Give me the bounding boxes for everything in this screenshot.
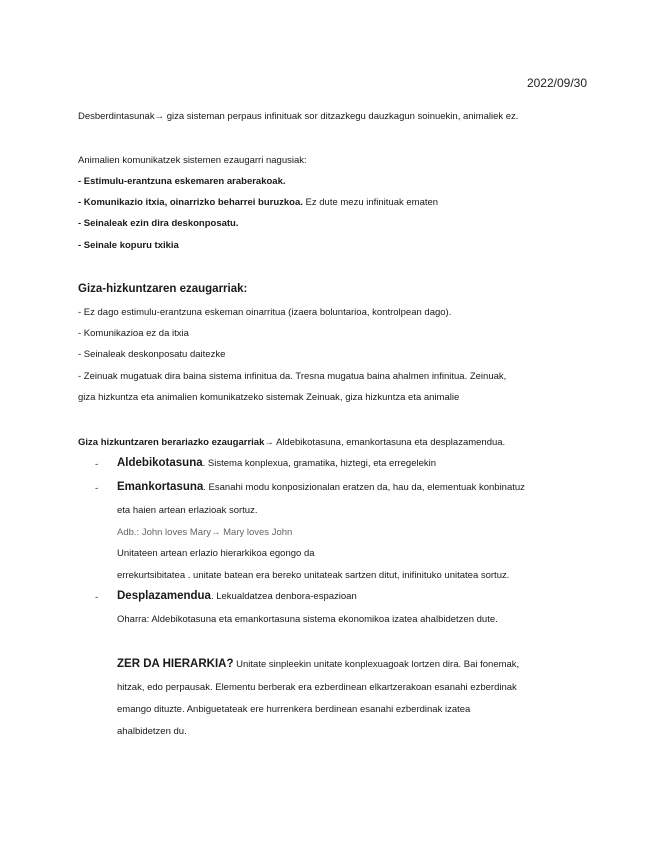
animal-item-bold: - Komunikazio itxia, oinarrizko beharrei buruzkoa. [78,197,303,208]
bullet-dash: - [95,592,99,603]
bullet-term: Emankortasuna [117,481,204,493]
hierarkia-line: emango dituzte. Anbiguetateak ere hurrenkera berdinean esanahi ezberdinak izatea [117,704,471,715]
animal-item [78,239,179,252]
bullet-aldebikotasuna [117,457,436,470]
hierarkia-term: ZER DA HIERARKIA? [117,658,234,670]
bullet-desplazamendua [117,590,357,603]
animal-item-bold: - Seinaleak ezin dira deskonposatu. [78,218,239,229]
animal-item [78,196,438,209]
bullet-term: Aldebikotasuna [117,457,203,469]
giza-item: - Ez dago estimulu-erantzuna eskeman oinarritua (izaera boluntarioa, kontrolpean dago). [78,307,452,318]
bullet-dash: - [95,459,99,470]
animal-item [78,217,239,230]
giza-heading: Giza-hizkuntzaren ezaugarriak: [78,283,248,295]
bullet-continuation: eta haien artean erlazioak sortuz. [117,505,258,516]
berariazko-lead [78,436,505,449]
bullet-emankortasuna [117,481,525,494]
animal-item-bold: - Estimulu-erantzuna eskemaren araberakoak. [78,176,286,187]
hierarkia-text: Unitate sinpleekin unitate konplexuagoak lortzen dira. Bai fonemak, [233,659,520,670]
bullet-dash: - [95,483,99,494]
bullet-text: . Sistema konplexua, gramatika, hiztegi, eta erregelekin [202,458,437,469]
animal-item-rest: Ez dute mezu infinituak ematen [302,197,439,208]
animal-heading: Animalien komunikatzek sistemen ezaugarri nagusiak: [78,155,307,166]
bullet-continuation: Unitateen artean erlazio hierarkikoa egongo da [117,548,315,559]
example-line: Adb.: John loves Mary→ Mary loves John [117,527,293,538]
intro-line: Desberdintasunak→ giza sisteman perpaus infinituak sor ditzazkegu dauzkagun soinuekin, animaliek ez. [78,111,519,122]
giza-item: - Komunikazioa ez da itxia [78,328,189,339]
bullet-text: . Esanahi modu konposizionalan eratzen da, hau da, elementuak konbinatuz [203,482,525,493]
bullet-continuation: errekurtsibitatea . unitate batean era bereko unitateak sartzen ditut, inifinituko unitatea sortuz. [117,570,510,581]
bullet-term: Desplazamendua [117,590,211,602]
giza-item: - Seinaleak deskonposatu daitezke [78,349,226,360]
hierarkia-line: ahalbidetzen du. [117,726,187,737]
note-line: Oharra: Aldebikotasuna eta emankortasuna sistema ekonomikoa izatea ahalbidetzen dute. [117,614,498,625]
giza-item: - Zeinuak mugatuak dira baina sistema infinitua da. Tresna mugatua baina ahalmen infinitua. Zeinuak, [78,371,507,382]
hierarkia-line: hitzak, edo perpausak. Elementu berberak era ezberdinean elkartzerakoan esanahi ezberdinak [117,682,517,693]
bullet-text: . Lekualdatzea denbora-espazioan [210,591,357,602]
giza-item: giza hizkuntza eta animalien komunikatzeko sistemak Zeinuak, giza hizkuntza eta animalie [78,392,460,403]
animal-item-bold: - Seinale kopuru txikia [78,240,179,251]
berariazko-lead-rest: → Aldebikotasuna, emankortasuna eta desplazamendua. [264,437,506,448]
document-date: 2022/09/30 [526,76,587,90]
animal-item [78,175,286,188]
hierarkia-first-line [117,658,519,671]
berariazko-lead-bold: Giza hizkuntzaren berariazko ezaugarriak [78,437,265,448]
